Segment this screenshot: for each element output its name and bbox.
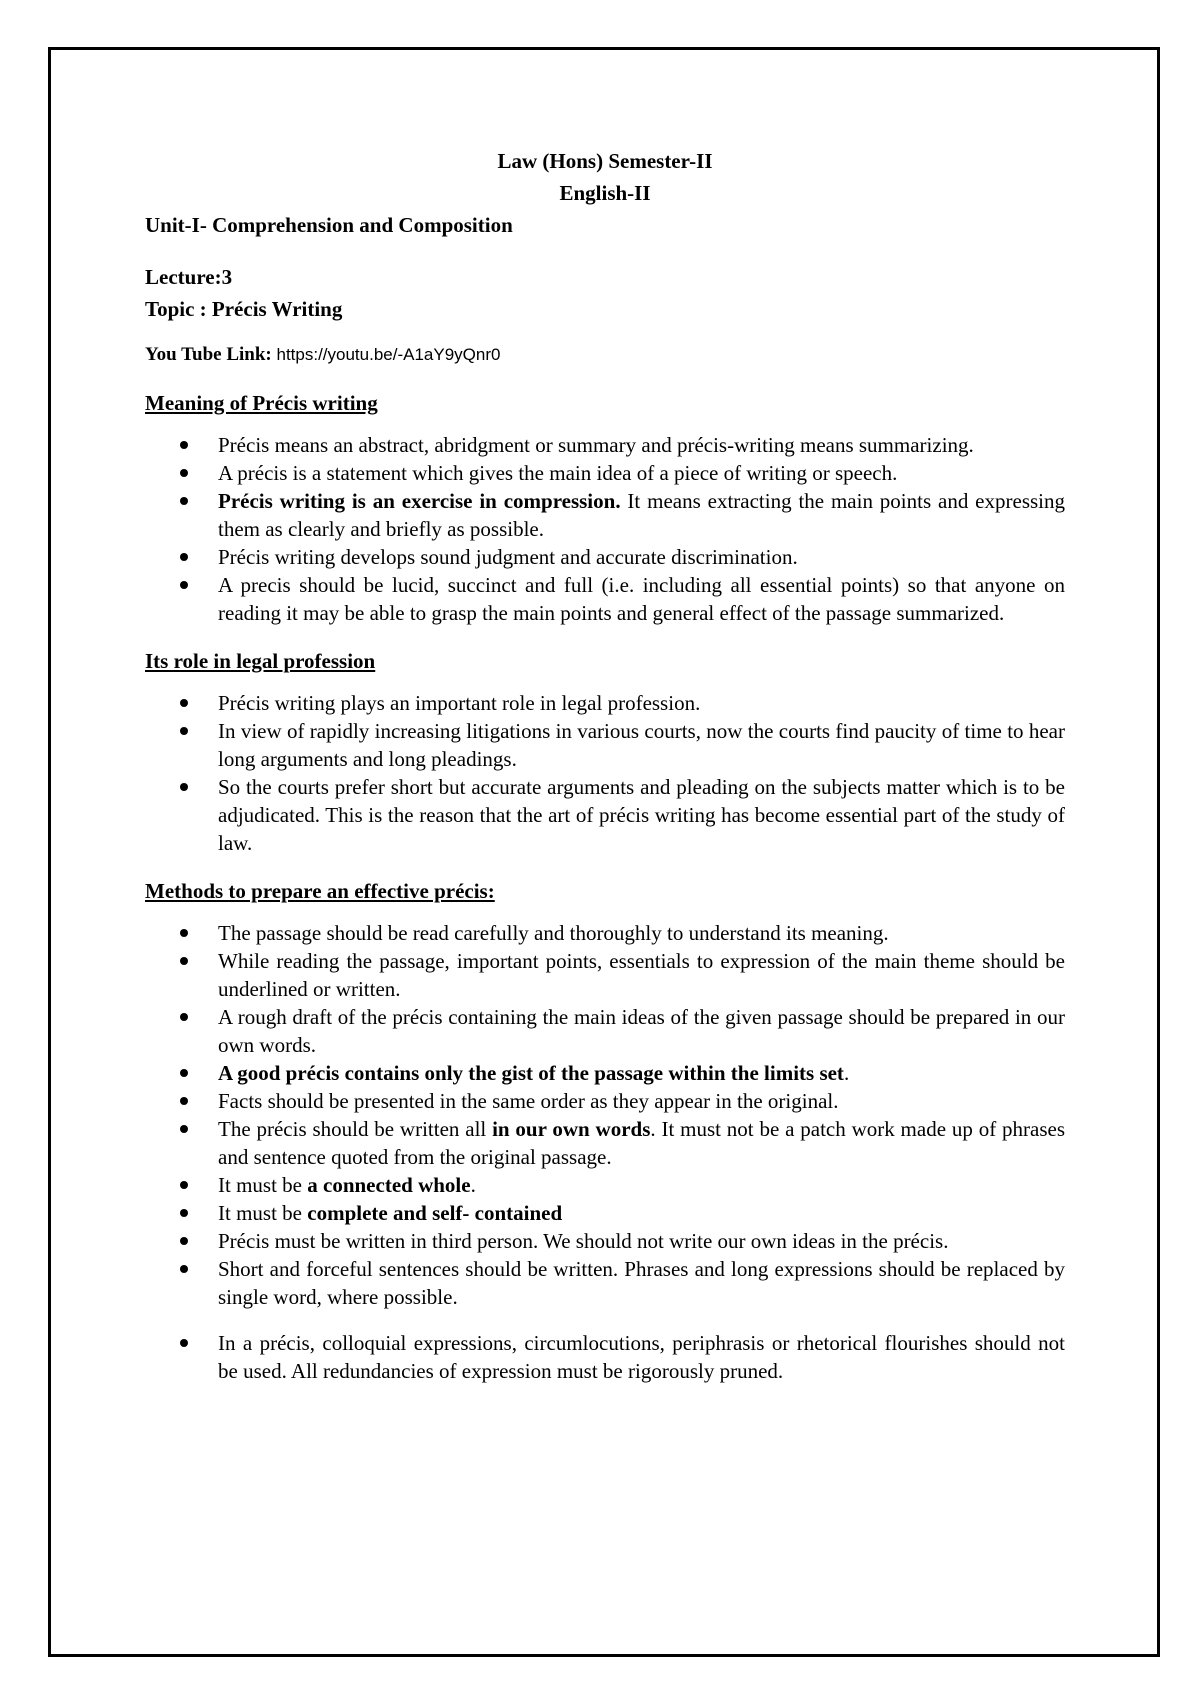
list-item: In a précis, colloquial expressions, circumlocutions, periphrasis or rhetorical flourishes should not be used. All redundancies of expression must be rigorously pruned.	[218, 1331, 1065, 1383]
role-heading: Its role in legal profession	[145, 649, 376, 673]
subject-title: English-II	[559, 181, 651, 205]
list-item-text: It must be	[218, 1201, 308, 1225]
methods-heading: Methods to prepare an effective précis:	[145, 879, 495, 903]
list-item-text: It means extracting the main points and expressing them as clearly and briefly as possible.	[218, 489, 1066, 541]
youtube-label: You Tube Link:	[145, 344, 272, 365]
lecture-number: Lecture:3	[145, 265, 233, 289]
list-item: The passage should be read carefully and thoroughly to understand its meaning.	[218, 919, 1065, 947]
emphasis-text: complete and self- contained	[307, 1201, 563, 1225]
list-item	[218, 1115, 1065, 1171]
meaning-list	[145, 431, 1065, 627]
list-item: A rough draft of the précis containing the main ideas of the given passage should be prepared in our own words.	[218, 1005, 1065, 1057]
unit-title: Unit-I- Comprehension and Composition	[145, 213, 513, 237]
list-item: A précis is a statement which gives the main idea of a piece of writing or speech.	[218, 459, 1065, 487]
list-item: Précis writing develops sound judgment and accurate discrimination.	[218, 543, 1065, 571]
list-item: Facts should be presented in the same order as they appear in the original.	[218, 1087, 1065, 1115]
list-item-text: .	[470, 1173, 476, 1197]
emphasis-text: Précis writing is an exercise in compression.	[218, 489, 621, 513]
list-item-text: .	[843, 1061, 850, 1085]
list-item-text: The précis should be written all	[218, 1117, 493, 1141]
list-item	[218, 1199, 1065, 1227]
list-item: Précis means an abstract, abridgment or summary and précis-writing means summarizing.	[218, 431, 1065, 459]
list-item	[218, 487, 1065, 543]
list-item: While reading the passage, important points, essentials to expression of the main theme should be underlined or written.	[218, 949, 1065, 1001]
list-item: A precis should be lucid, succinct and full (i.e. including all essential points) so that anyone on reading it may be able to grasp the main points and general effect of the passage summarized.	[218, 573, 1065, 625]
methods-list	[145, 919, 1065, 1385]
topic-title: Topic : Précis Writing	[145, 297, 343, 321]
emphasis-text: in our own words	[492, 1117, 651, 1141]
list-item: So the courts prefer short but accurate arguments and pleading on the subjects matter which is to be adjudicated. This is the reason that the art of précis writing has become essential part of the study of law.	[218, 775, 1065, 855]
list-item-text: It must be	[218, 1173, 308, 1197]
emphasis-text: A good précis contains only the gist of the passage within the limits set	[218, 1061, 844, 1085]
list-item	[218, 1171, 1065, 1199]
list-item-text: . It must not be a patch work made up of phrases and sentence quoted from the original passage.	[218, 1117, 1065, 1169]
meaning-heading: Meaning of Précis writing	[145, 391, 378, 415]
list-item: Précis writing plays an important role in legal profession.	[218, 689, 1065, 717]
list-item: Précis must be written in third person. We should not write our own ideas in the précis.	[218, 1227, 1065, 1255]
youtube-link-line	[145, 341, 1065, 369]
list-item: Short and forceful sentences should be written. Phrases and long expressions should be replaced by single word, where possible.	[218, 1257, 1065, 1309]
document-page	[145, 145, 1065, 1385]
role-list	[145, 689, 1065, 857]
list-item: In view of rapidly increasing litigations in various courts, now the courts find paucity of time to hear long arguments and long pleadings.	[218, 719, 1065, 771]
list-item	[218, 1059, 1065, 1087]
emphasis-text: a connected whole	[307, 1173, 471, 1197]
youtube-link[interactable]: https://youtu.be/-A1aY9yQnr0	[276, 345, 501, 364]
course-title: Law (Hons) Semester-II	[497, 149, 713, 173]
